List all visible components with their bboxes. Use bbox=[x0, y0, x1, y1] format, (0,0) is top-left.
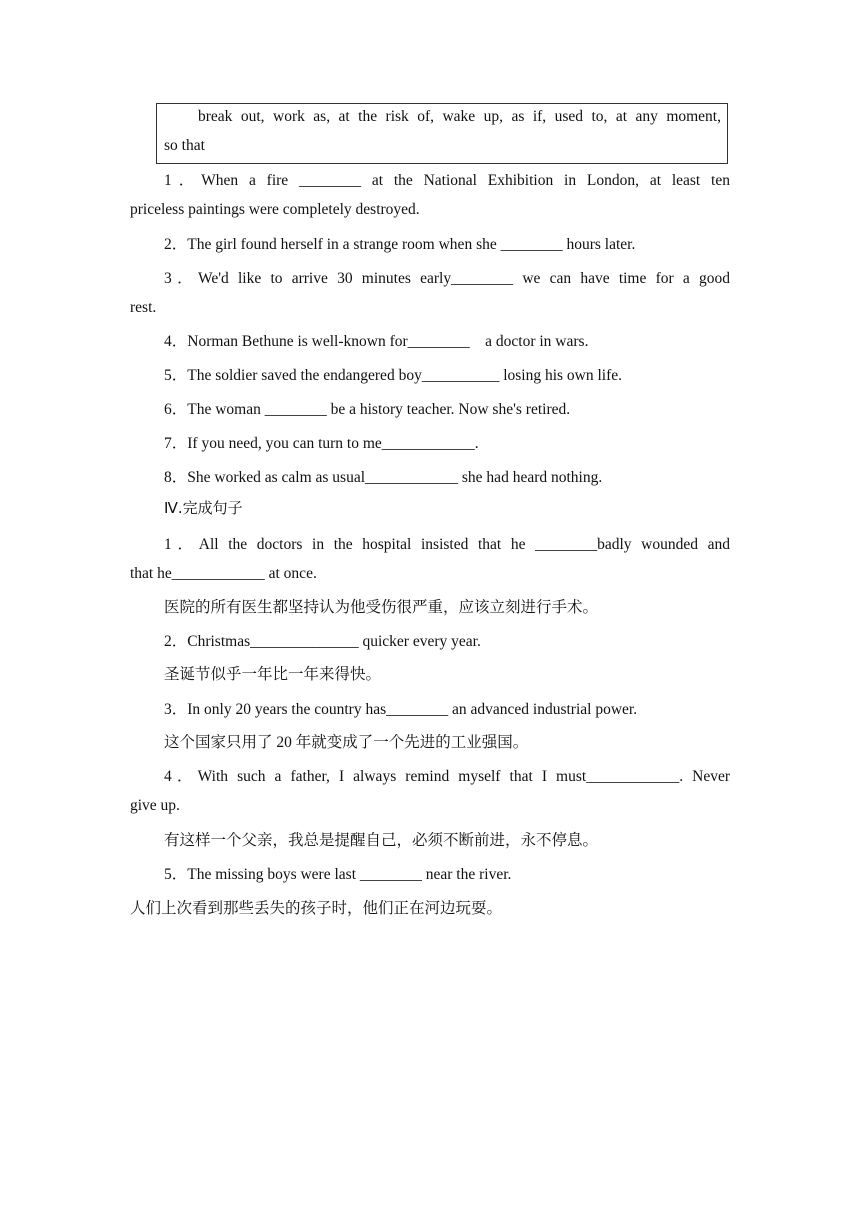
sentence-item-3-translation: 这个国家只用了 20 年就变成了一个先进的工业强国。 bbox=[164, 734, 529, 751]
sentence-item-4: 4．With such a father, I always remind myself that I must____________. Never bbox=[164, 768, 730, 785]
section-iv-heading: Ⅳ.完成句子 bbox=[164, 499, 243, 517]
blank-item-8: 8．She worked as calm as usual____________ she had heard nothing. bbox=[164, 469, 603, 486]
sentence-item-4-cont: give up. bbox=[130, 797, 180, 814]
sentence-item-1-cont: that he____________ at once. bbox=[130, 565, 317, 582]
blank-item-3-cont: rest. bbox=[130, 299, 157, 316]
blank-item-7: 7．If you need, you can turn to me____________. bbox=[164, 435, 479, 452]
phrase-box-line-1: break out, work as, at the risk of, wake up, as if, used to, at any moment, bbox=[198, 108, 721, 125]
sentence-item-5: 5．The missing boys were last ________ near the river. bbox=[164, 866, 512, 883]
phrase-box-line-2: so that bbox=[164, 137, 205, 154]
sentence-item-4-translation: 有这样一个父亲，我总是提醒自己，必须不断前进，永不停息。 bbox=[164, 832, 599, 849]
sentence-item-2-translation: 圣诞节似乎一年比一年来得快。 bbox=[164, 666, 382, 683]
sentence-item-3: 3．In only 20 years the country has________ an advanced industrial power. bbox=[164, 701, 638, 718]
phrase-box bbox=[156, 103, 728, 164]
blank-item-1-cont: priceless paintings were completely destroyed. bbox=[130, 201, 420, 218]
blank-item-5: 5．The soldier saved the endangered boy__________ losing his own life. bbox=[164, 367, 623, 384]
sentence-item-2: 2．Christmas______________ quicker every year. bbox=[164, 633, 481, 650]
blank-item-1: 1．When a fire ________ at the National Exhibition in London, at least ten bbox=[164, 172, 730, 189]
blank-item-4: 4．Norman Bethune is well-known for________ a doctor in wars. bbox=[164, 333, 589, 350]
blank-item-6: 6．The woman ________ be a history teacher. Now she's retired. bbox=[164, 401, 571, 418]
sentence-item-5-translation: 人们上次看到那些丢失的孩子时，他们正在河边玩耍。 bbox=[130, 900, 503, 917]
blank-item-3: 3．We'd like to arrive 30 minutes early________ we can have time for a good bbox=[164, 270, 730, 287]
sentence-item-1-translation: 医院的所有医生都坚持认为他受伤很严重，应该立刻进行手术。 bbox=[164, 599, 599, 616]
sentence-item-1: 1．All the doctors in the hospital insisted that he ________badly wounded and bbox=[164, 536, 730, 553]
blank-item-2: 2．The girl found herself in a strange room when she ________ hours later. bbox=[164, 236, 636, 253]
